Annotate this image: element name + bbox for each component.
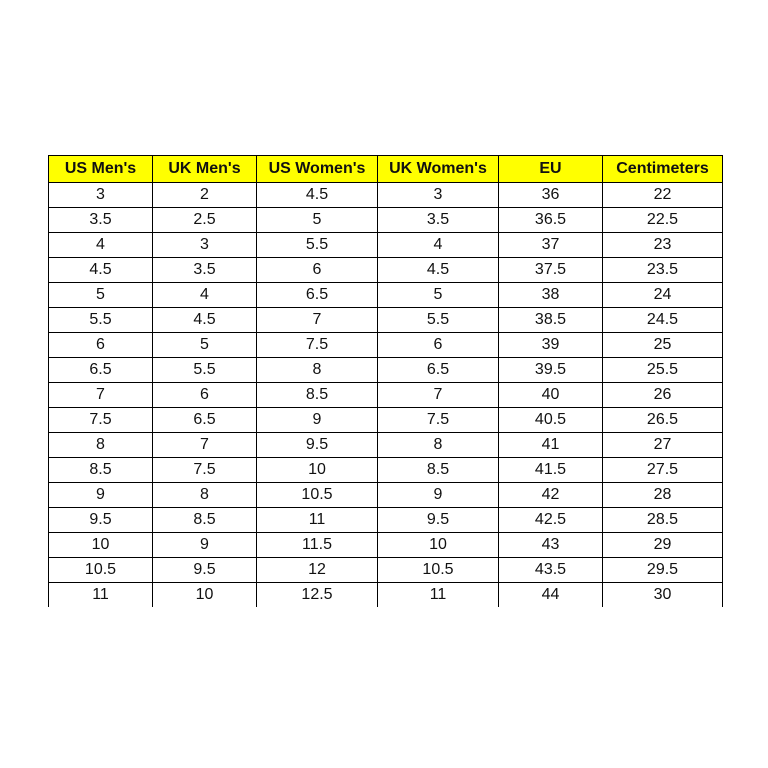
cell-us-womens: 9.5	[257, 433, 378, 458]
table-row	[49, 508, 723, 533]
table-row	[49, 458, 723, 483]
cell-centimeters: 29.5	[603, 558, 723, 583]
cell-eu: 43	[499, 533, 603, 558]
cell-us-mens: 4	[49, 233, 153, 258]
cell-uk-mens: 8.5	[153, 508, 257, 533]
cell-uk-womens: 7	[378, 383, 499, 408]
cell-uk-mens: 3	[153, 233, 257, 258]
cell-us-mens: 11	[49, 583, 153, 608]
table-row	[49, 258, 723, 283]
cell-us-mens: 9.5	[49, 508, 153, 533]
cell-centimeters: 23	[603, 233, 723, 258]
cell-uk-womens: 9.5	[378, 508, 499, 533]
cell-us-womens: 5.5	[257, 233, 378, 258]
cell-uk-mens: 9	[153, 533, 257, 558]
cell-eu: 36	[499, 183, 603, 208]
table-row	[49, 583, 723, 608]
cell-uk-mens: 6	[153, 383, 257, 408]
cell-us-mens: 3.5	[49, 208, 153, 233]
cell-us-womens: 5	[257, 208, 378, 233]
cell-uk-womens: 9	[378, 483, 499, 508]
cell-us-mens: 5.5	[49, 308, 153, 333]
cell-centimeters: 30	[603, 583, 723, 608]
cell-centimeters: 22	[603, 183, 723, 208]
cell-us-womens: 11	[257, 508, 378, 533]
cell-uk-mens: 6.5	[153, 408, 257, 433]
table-row	[49, 533, 723, 558]
cell-centimeters: 27.5	[603, 458, 723, 483]
cell-centimeters: 28.5	[603, 508, 723, 533]
cell-eu: 40.5	[499, 408, 603, 433]
cell-eu: 37	[499, 233, 603, 258]
cell-uk-mens: 8	[153, 483, 257, 508]
cell-us-womens: 8	[257, 358, 378, 383]
cell-uk-mens: 2	[153, 183, 257, 208]
table-row	[49, 308, 723, 333]
header-us-womens: US Women's	[257, 156, 378, 183]
cell-us-womens: 10	[257, 458, 378, 483]
cell-us-mens: 4.5	[49, 258, 153, 283]
cell-centimeters: 24.5	[603, 308, 723, 333]
cell-eu: 39.5	[499, 358, 603, 383]
cell-us-womens: 7.5	[257, 333, 378, 358]
cell-centimeters: 27	[603, 433, 723, 458]
cell-us-womens: 7	[257, 308, 378, 333]
table-row	[49, 408, 723, 433]
cell-us-mens: 8	[49, 433, 153, 458]
cell-uk-mens: 3.5	[153, 258, 257, 283]
cell-uk-womens: 10.5	[378, 558, 499, 583]
table-row	[49, 383, 723, 408]
header-uk-mens: UK Men's	[153, 156, 257, 183]
table-row	[49, 333, 723, 358]
cell-us-mens: 10	[49, 533, 153, 558]
cell-eu: 36.5	[499, 208, 603, 233]
table-row	[49, 183, 723, 208]
cell-us-womens: 10.5	[257, 483, 378, 508]
table-row	[49, 483, 723, 508]
cell-centimeters: 26	[603, 383, 723, 408]
table-row	[49, 433, 723, 458]
cell-us-mens: 8.5	[49, 458, 153, 483]
cell-us-mens: 10.5	[49, 558, 153, 583]
cell-us-mens: 6	[49, 333, 153, 358]
header-row	[49, 156, 723, 183]
cell-centimeters: 24	[603, 283, 723, 308]
cell-uk-womens: 3	[378, 183, 499, 208]
cell-uk-womens: 4.5	[378, 258, 499, 283]
cell-centimeters: 26.5	[603, 408, 723, 433]
cell-centimeters: 22.5	[603, 208, 723, 233]
cell-uk-womens: 3.5	[378, 208, 499, 233]
table-row	[49, 233, 723, 258]
cell-eu: 44	[499, 583, 603, 608]
cell-uk-womens: 10	[378, 533, 499, 558]
cell-us-mens: 6.5	[49, 358, 153, 383]
header-eu: EU	[499, 156, 603, 183]
cell-centimeters: 25.5	[603, 358, 723, 383]
cell-uk-mens: 2.5	[153, 208, 257, 233]
cell-us-womens: 8.5	[257, 383, 378, 408]
cell-uk-womens: 8.5	[378, 458, 499, 483]
cell-centimeters: 29	[603, 533, 723, 558]
table-body	[49, 183, 723, 608]
cell-uk-mens: 5	[153, 333, 257, 358]
size-conversion-table	[48, 155, 723, 607]
cell-us-womens: 4.5	[257, 183, 378, 208]
cell-eu: 37.5	[499, 258, 603, 283]
table-row	[49, 208, 723, 233]
cell-eu: 40	[499, 383, 603, 408]
cell-centimeters: 25	[603, 333, 723, 358]
table-row	[49, 358, 723, 383]
cell-eu: 43.5	[499, 558, 603, 583]
cell-uk-womens: 6	[378, 333, 499, 358]
cell-eu: 38	[499, 283, 603, 308]
cell-us-mens: 9	[49, 483, 153, 508]
cell-eu: 39	[499, 333, 603, 358]
cell-uk-mens: 7.5	[153, 458, 257, 483]
cell-us-womens: 12.5	[257, 583, 378, 608]
cell-us-mens: 3	[49, 183, 153, 208]
table-row	[49, 558, 723, 583]
cell-centimeters: 23.5	[603, 258, 723, 283]
cell-uk-mens: 4	[153, 283, 257, 308]
cell-uk-mens: 9.5	[153, 558, 257, 583]
cell-uk-womens: 5	[378, 283, 499, 308]
cell-us-womens: 6	[257, 258, 378, 283]
cell-uk-mens: 10	[153, 583, 257, 608]
cell-uk-mens: 5.5	[153, 358, 257, 383]
cell-us-womens: 12	[257, 558, 378, 583]
header-uk-womens: UK Women's	[378, 156, 499, 183]
cell-uk-womens: 11	[378, 583, 499, 608]
cell-eu: 42.5	[499, 508, 603, 533]
cell-us-womens: 11.5	[257, 533, 378, 558]
cell-uk-womens: 7.5	[378, 408, 499, 433]
cell-uk-mens: 7	[153, 433, 257, 458]
header-centimeters: Centimeters	[603, 156, 723, 183]
cell-us-womens: 6.5	[257, 283, 378, 308]
cell-uk-womens: 5.5	[378, 308, 499, 333]
cell-eu: 38.5	[499, 308, 603, 333]
cell-uk-womens: 6.5	[378, 358, 499, 383]
cell-us-mens: 7	[49, 383, 153, 408]
cell-uk-womens: 4	[378, 233, 499, 258]
cell-us-mens: 5	[49, 283, 153, 308]
cell-eu: 41.5	[499, 458, 603, 483]
cell-uk-womens: 8	[378, 433, 499, 458]
cell-eu: 42	[499, 483, 603, 508]
cell-centimeters: 28	[603, 483, 723, 508]
cell-uk-mens: 4.5	[153, 308, 257, 333]
cell-eu: 41	[499, 433, 603, 458]
cell-us-womens: 9	[257, 408, 378, 433]
header-us-mens: US Men's	[49, 156, 153, 183]
cell-us-mens: 7.5	[49, 408, 153, 433]
table-row	[49, 283, 723, 308]
